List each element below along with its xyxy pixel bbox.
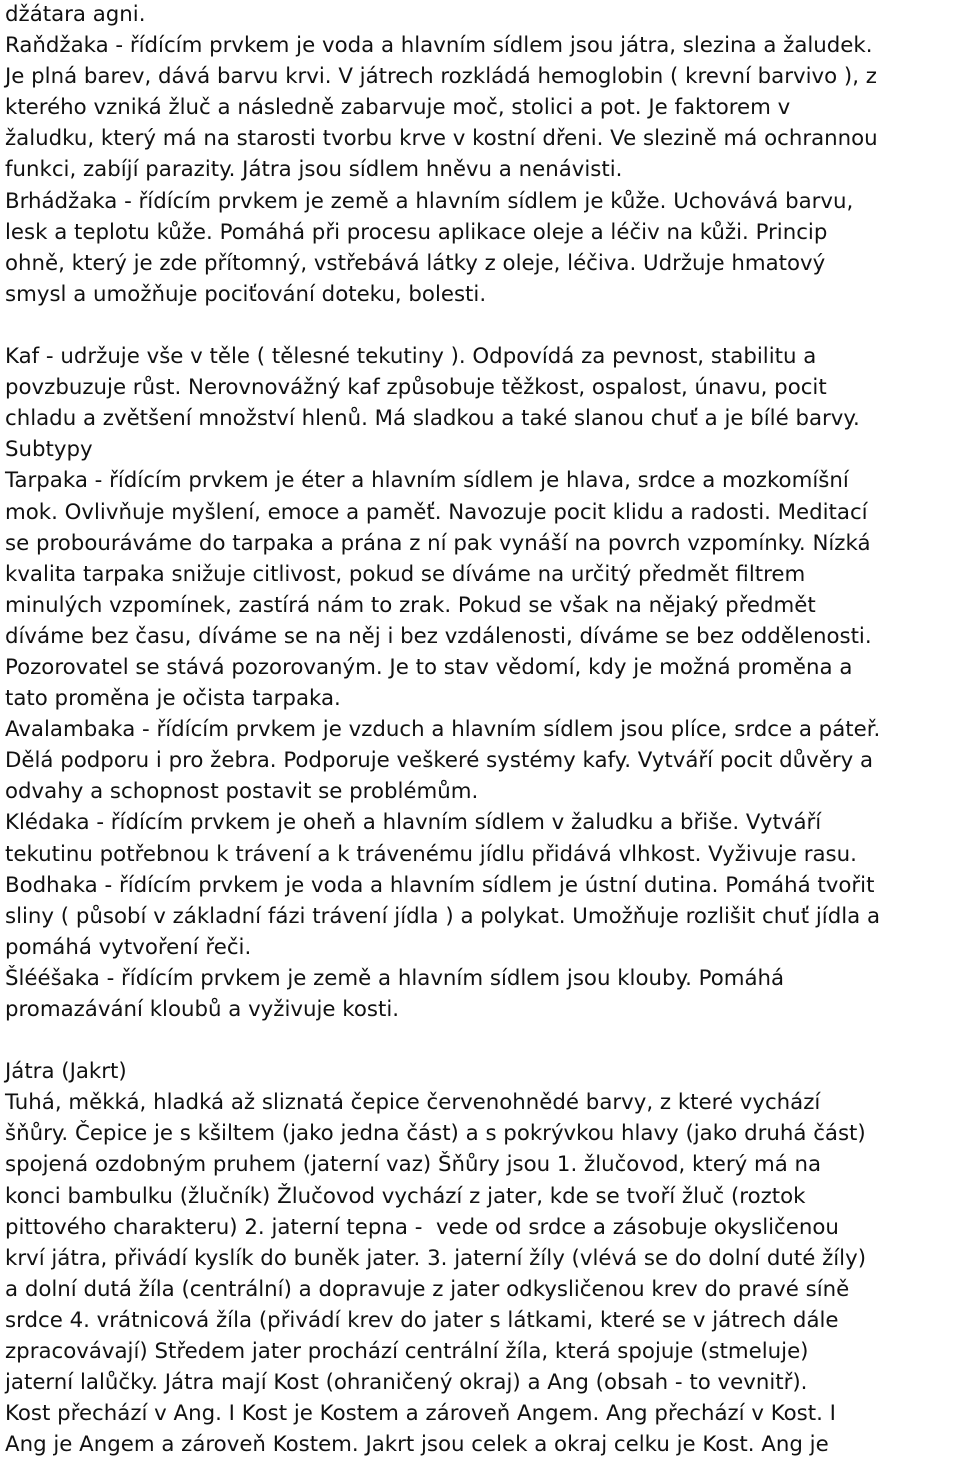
text-line: žaludku, který má na starosti tvorbu krve v kostní dřeni. Ve slezině má ochrannou: [5, 126, 878, 152]
text-line: Ang je Angem a zároveň Kostem. Jakrt jsou celek a okraj celku je Kost. Ang je: [5, 1432, 829, 1458]
text-line: Bodhaka - řídícím prvkem je voda a hlavním sídlem je ústní dutina. Pomáhá tvořit: [5, 872, 875, 898]
text-line: povzbuzuje růst. Nerovnovážný kaf způsobuje těžkost, ospalost, únavu, pocit: [5, 375, 827, 401]
section-heading: Subtypy: [5, 437, 93, 463]
blank-line: [5, 310, 960, 341]
text-line: funkci, zabíjí parazity. Játra jsou sídlem hněvu a nenávisti.: [5, 157, 623, 183]
text-line: Je plná barev, dává barvu krvi. V játrech rozkládá hemoglobin ( krevní barvivo ), z: [5, 64, 877, 90]
text-line: šňůry. Čepice je s kšiltem (jako jedna část) a s pokrývkou hlavy (jako druhá část): [5, 1121, 866, 1147]
text-line: Šlééšaka - řídícím prvkem je země a hlavním sídlem jsou klouby. Pomáhá: [5, 965, 785, 991]
text-line: jaterní lalůčky. Játra mají Kost (ohraničený okraj) a Ang (obsah - to vevnitř).: [5, 1370, 808, 1396]
text-line: a dolní dutá žíla (centrální) a dopravuje z jater odkysličenou krev do pravé síně: [5, 1276, 850, 1302]
text-line: kterého vzniká žluč a následně zabarvuje moč, stolici a pot. Je faktorem v: [5, 95, 791, 121]
text-line: spojená ozdobným pruhem (jaterní vaz) Šňůry jsou 1. žlučovod, který má na: [5, 1152, 822, 1178]
text-line: promazávání kloubů a vyživuje kosti.: [5, 997, 400, 1022]
text-line: zpracovávají) Středem jater prochází centrální žíla, která spojuje (stmeluje): [5, 1339, 809, 1365]
text-line: konci bambulku (žlučník) Žlučovod vychází z jater, kde se tvoří žluč (roztok: [5, 1183, 806, 1209]
text-line: Dělá podporu i pro žebra. Podporuje veškeré systémy kafy. Vytváří pocit důvěry a: [5, 748, 874, 774]
text-line: pittového charakteru) 2. jaterní tepna - vede od srdce a zásobuje okysličenou: [5, 1214, 839, 1240]
text-line: srdce 4. vrátnicová žíla (přivádí krev do jater s látkami, které se v játrech dále: [5, 1307, 839, 1333]
blank-line: [5, 1025, 960, 1056]
text-line: Tarpaka - řídícím prvkem je éter a hlavním sídlem je hlava, srdce a mozkomíšní: [5, 468, 849, 494]
text-line: pomáhá vytvoření řeči.: [5, 934, 252, 960]
text-line: Brhádžaka - řídícím prvkem je země a hlavním sídlem je kůže. Uchovává barvu,: [5, 188, 854, 214]
text-line: džátara agni.: [5, 2, 146, 27]
text-line: krví játra, přivádí kyslík do buněk jater. 3. jaterní žíly (vlévá se do dolní duté žíly): [5, 1245, 867, 1271]
text-line: Kost přechází v Ang. I Kost je Kostem a zároveň Angem. Ang přechází v Kost. I: [5, 1401, 836, 1427]
text-line: Klédaka - řídícím prvkem je oheň a hlavním sídlem v žaludku a břiše. Vytváří: [5, 810, 822, 836]
text-line: sliny ( působí v základní fázi trávení jídla ) a polykat. Umožňuje rozlišit chuť jídla a: [5, 903, 881, 929]
text-line: tato proměna je očista tarpaka.: [5, 686, 341, 712]
text-line: ohně, který je zde přítomný, vstřebává látky z oleje, léčiva. Udržuje hmatový: [5, 250, 826, 276]
text-line: minulých vzpomínek, zastírá nám to zrak. Pokud se však na nějaký předmět: [5, 592, 816, 618]
text-line: kvalita tarpaka snižuje citlivost, pokud se díváme na určitý předmět filtrem: [5, 561, 806, 587]
text-line: smysl a umožňuje pociťování doteku, bolesti.: [5, 281, 487, 307]
document-text: [5, 0, 960, 1460]
text-line: Avalambaka - řídícím prvkem je vzduch a hlavním sídlem jsou plíce, srdce a páteř.: [5, 717, 881, 743]
text-line: Pozorovatel se stává pozorovaným. Je to stav vědomí, kdy je možná proměna a: [5, 654, 853, 680]
text-line: lesk a teplotu kůže. Pomáhá při procesu aplikace oleje a léčiv na kůži. Princip: [5, 219, 828, 245]
section-heading: Játra (Jakrt): [5, 1059, 127, 1085]
text-line: Tuhá, měkká, hladká až sliznatá čepice červenohnědé barvy, z které vychází: [5, 1090, 821, 1116]
text-line: Raňdžaka - řídícím prvkem je voda a hlavním sídlem jsou játra, slezina a žaludek.: [5, 33, 873, 59]
text-line: mok. Ovlivňuje myšlení, emoce a paměť. Navozuje pocit klidu a radosti. Meditací: [5, 499, 868, 525]
text-line: se probouráváme do tarpaka a prána z ní pak vynáší na povrch vzpomínky. Nízká: [5, 530, 871, 556]
text-line: tekutinu potřebnou k trávení a k trávenému jídlu přidává vlhkost. Vyživuje rasu.: [5, 841, 857, 867]
text-line: chladu a zvětšení množství hlenů. Má sladkou a také slanou chuť a je bílé barvy.: [5, 406, 860, 432]
text-line: odvahy a schopnost postavit se problémům.: [5, 779, 479, 805]
text-line: díváme bez času, díváme se na něj i bez vzdálenosti, díváme se bez oddělenosti.: [5, 623, 872, 649]
text-line: Kaf - udržuje vše v těle ( tělesné tekutiny ). Odpovídá za pevnost, stabilitu a: [5, 344, 817, 370]
